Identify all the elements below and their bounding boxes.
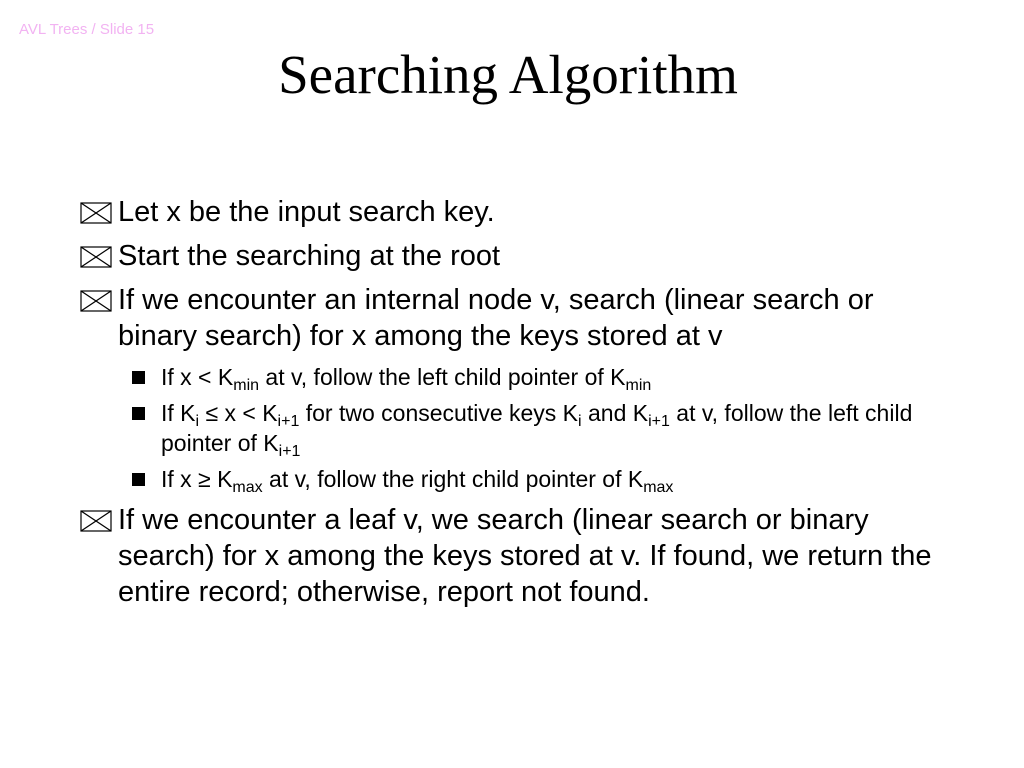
filled-square-icon xyxy=(132,398,161,428)
sub-bullet-text: If $x \ge K_{max}$ at v, follow the right child pointer of $K_{max}$ xyxy=(161,466,674,496)
bullet-text: Let x be the input search key. xyxy=(118,196,495,228)
boxed-x-icon xyxy=(80,238,118,274)
boxed-x-icon xyxy=(80,282,118,318)
boxed-x-icon xyxy=(80,194,118,230)
sub-bullet-text: If $K_i \le x < K_{i+1}$ for two consecutive keys $K_i$ and $K_{i+1}$ at v, follow the left child pointer of $K_{i+1}$ xyxy=(161,400,913,460)
slide-label: AVL Trees / Slide 15 xyxy=(19,21,155,38)
filled-square-icon xyxy=(132,362,161,392)
slide-content xyxy=(80,194,950,618)
sub-bullet-text: If $x < K_{min}$ at v, follow the left child pointer of $K_{min}$ xyxy=(161,364,652,394)
bullet-item xyxy=(80,502,950,610)
bullet-text: If we encounter an internal node v, search (linear search or binary search) for x among the keys stored at v xyxy=(118,284,874,352)
bullet-item xyxy=(80,282,950,354)
filled-square-icon xyxy=(132,464,161,494)
sub-bullet-list xyxy=(132,362,950,494)
sub-bullet-item xyxy=(132,362,950,392)
slide-title: Searching Algorithm xyxy=(278,44,738,105)
bullet-text: Start the searching at the root xyxy=(118,240,501,272)
bullet-text: If we encounter a leaf v, we search (linear search or binary search) for x among the keys stored at v. If found, we return the entire record; otherwise, report not found. xyxy=(118,504,932,608)
bullet-item xyxy=(80,194,950,230)
sub-bullet-item xyxy=(132,464,950,494)
bullet-item xyxy=(80,238,950,274)
sub-bullet-item xyxy=(132,398,950,458)
boxed-x-icon xyxy=(80,502,118,538)
